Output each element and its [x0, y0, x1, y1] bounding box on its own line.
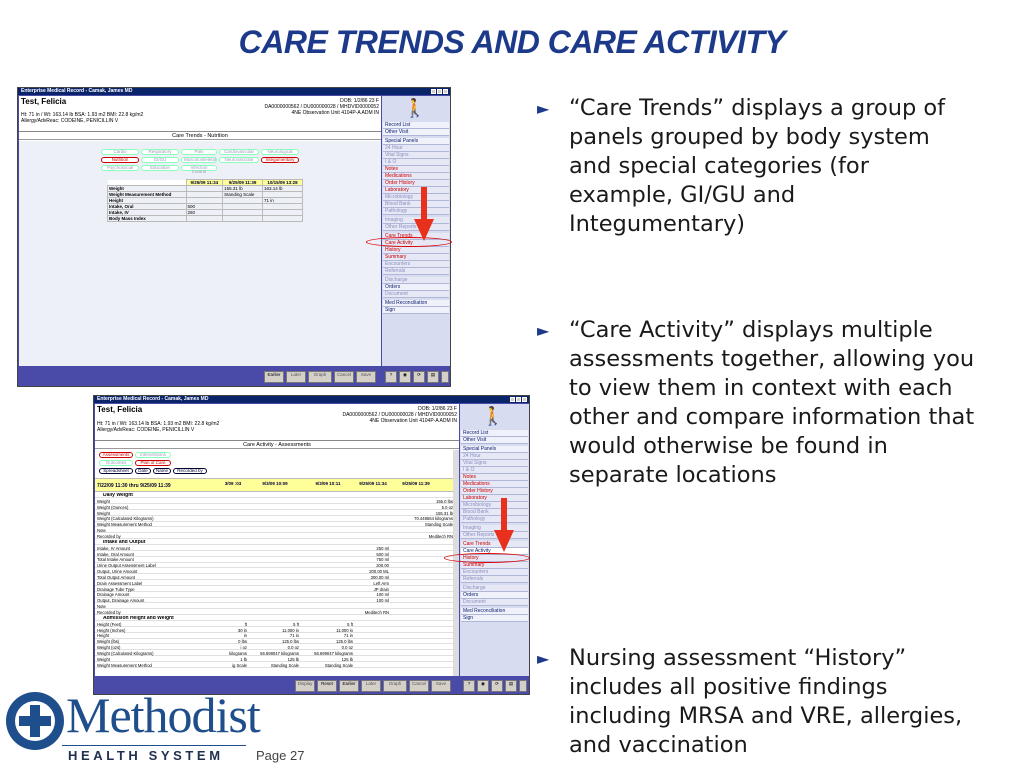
row-label: Weight (Calculated Kilograms) [97, 516, 154, 522]
cell-value: 1 lb [240, 656, 247, 662]
patient-header [95, 404, 459, 441]
cell-value: 5.0 oz [441, 504, 453, 510]
table-row [95, 499, 455, 504]
table-row [95, 610, 455, 615]
nav-imaging[interactable]: Imaging [383, 217, 449, 224]
table-row: Weight Measurement Method Standing Scale [108, 192, 303, 198]
table-row [95, 657, 455, 662]
nav-care-activity[interactable]: Care Activity [383, 240, 449, 247]
tab-cardio[interactable]: Cardio [101, 149, 139, 155]
nav-encounters[interactable]: Encounters [383, 261, 449, 268]
table-row [95, 575, 455, 580]
nav-record-list[interactable]: Record List [461, 430, 528, 437]
bullet-arrow-icon: ► [537, 99, 550, 118]
cell-value: JP drain [373, 586, 389, 592]
title-bar: Enterprise Medical Record - Camak, James MD [94, 396, 529, 403]
unit: 4NE Observation Unit 4104P-A ADM IN [291, 110, 379, 116]
table-row [95, 604, 455, 609]
cell-value: Meditech RN [364, 610, 389, 615]
nav-summary[interactable]: Summary [461, 562, 528, 569]
table-row [95, 516, 455, 521]
nav-order-history[interactable]: Order History [461, 488, 528, 495]
slide-title: CARE TRENDS AND CARE ACTIVITY [238, 24, 786, 60]
table-row: Intake, Oral 500 [108, 204, 303, 210]
cell-value: 100 ml [376, 592, 389, 598]
dob: DOB: 1/2/86 23 F [340, 98, 379, 104]
nav-history[interactable]: History [461, 555, 528, 562]
table-row [95, 557, 455, 562]
tab-infection-control[interactable]: Infection Control [181, 165, 217, 171]
sort-date-button[interactable]: Date [135, 468, 151, 474]
cell-value: 125.0 lbs [282, 639, 299, 645]
cell-value: 56.699047 kilograms [260, 650, 299, 656]
row-label: Height (Feet) [97, 621, 122, 627]
bottom-toolbar [19, 367, 451, 387]
nav-laboratory[interactable]: Laboratory [461, 495, 528, 502]
cell-value: 100 ml [376, 598, 389, 604]
column-header: 9/25/09 11:34 [359, 481, 387, 486]
table-row: Weight 155.31 lb 163.14 lb [108, 186, 303, 192]
view-icon[interactable]: ◉ [399, 371, 411, 383]
column-header-row [95, 478, 455, 492]
display-button[interactable]: Display [295, 680, 315, 692]
nav-laboratory[interactable]: Laboratory [383, 187, 449, 194]
table-row [95, 639, 455, 644]
date-range[interactable]: 7/22/09 11:30 thru 9/25/09 11:39 [97, 483, 171, 489]
nav-microbiology[interactable]: Microbiology [461, 502, 528, 509]
table-row [95, 622, 455, 627]
row-label: Drain Assessment Label [97, 580, 143, 586]
column-header: 9/25/09 11:39 [402, 481, 430, 486]
nav-document[interactable]: Document [461, 599, 528, 606]
cell-value: in [243, 633, 247, 639]
panel-title: Care Trends - Nutrition [19, 133, 381, 140]
bullet-care-activity: ► “Care Activity” displays multiple assessments together, allowing you to view them in context with each other and compare information that would otherwise be found in separate locations [537, 317, 975, 488]
cell-value: 200.00 ML [369, 569, 389, 575]
row-label: Total Intake Amount [97, 557, 134, 563]
account-numbers: DA0000000562 / DU000000028 / MHDVID0000052 [342, 412, 457, 418]
title-bar: Enterprise Medical Record - Camak, James MD [18, 88, 450, 95]
earlier-button[interactable]: Earlier [339, 680, 359, 692]
cancel-button[interactable]: Cancel [334, 371, 354, 383]
row-label: Admission Height and Weight [103, 615, 174, 621]
table-row [95, 592, 455, 597]
cell-value: 5 ft [347, 621, 353, 627]
tab-cardiovascular[interactable]: Cardiovascular [219, 149, 259, 155]
nav-encounters[interactable]: Encounters [461, 569, 528, 576]
bullet-care-trends: ► “Care Trends” displays a group of panels grouped by body system and special categories (for example, GI/GU and Integumentary) [537, 95, 946, 237]
cell-value: Standing Scale [424, 522, 453, 528]
column-header: 3/09 :03 [224, 481, 242, 486]
nav-pathology[interactable]: Pathology [461, 516, 528, 523]
table-row [95, 534, 455, 539]
allergy-line: Allergy/AdvReac: CODEINE, PENICILLIN V [21, 118, 119, 124]
bullet-history: ► Nursing assessment “History” includes all positive findings including MRSA and VRE, allergies, and vaccination [537, 645, 963, 758]
nav-vital-signs[interactable]: Vital Signs [383, 152, 449, 159]
nav-summary[interactable]: Summary [383, 254, 449, 261]
cell-value: 56.699047 kilograms [314, 650, 353, 656]
allergy-line: Allergy/AdvReac: CODEINE, PENICILLIN V [97, 427, 195, 433]
nav-document[interactable]: Document [383, 291, 449, 298]
table-row [95, 511, 455, 516]
tab-interventions[interactable]: Interventions [135, 452, 171, 458]
later-button[interactable]: Later [286, 371, 306, 383]
nav-notes[interactable]: Notes [461, 474, 528, 481]
care-activity-window [93, 395, 530, 695]
row-label: Intake, Oral Amount [97, 551, 135, 557]
tab-pain[interactable]: Pain [181, 149, 217, 155]
red-arrow-icon [494, 498, 514, 552]
tab-plan-of-care[interactable]: Plan of Care [135, 460, 171, 466]
row-label: Drainage Amount [97, 592, 130, 598]
logo-subtitle: HEALTH SYSTEM [68, 748, 224, 763]
nav-imaging[interactable]: Imaging [461, 525, 528, 532]
table-row [95, 552, 455, 557]
methodist-logo [6, 687, 260, 768]
cell-value: i oz [240, 645, 247, 651]
nav-blood-bank[interactable]: Blood Bank [383, 201, 449, 208]
row-label: Note [97, 528, 106, 534]
column-header: 9/3/09 10:09 [262, 481, 288, 486]
vitals-line: Ht: 71 in / Wt: 163.14 lb BSA: 1.93 m2 BMI: 22.8 kg/m2 [21, 112, 144, 118]
red-arrow-icon [414, 187, 434, 241]
minimize-icon[interactable] [510, 397, 515, 402]
cell-value: 30 in [237, 627, 247, 633]
row-label: Weight (lbs) [97, 639, 120, 645]
row-label: Weight [97, 498, 110, 504]
nav-sign[interactable]: Sign [461, 615, 528, 622]
cell-value: 500 ml [376, 551, 389, 557]
tab-nutrition[interactable]: Nutrition [101, 157, 139, 163]
refresh-icon[interactable]: ⟳ [413, 371, 425, 383]
vertical-scrollbar[interactable] [453, 450, 459, 676]
nav-care-trends[interactable]: Care Trends [383, 233, 449, 240]
cell-value: 0 lbs [238, 639, 247, 645]
exit-icon[interactable] [519, 680, 527, 692]
nav-pathology[interactable]: Pathology [383, 208, 449, 215]
unit: 4NE Observation Unit 4104P-A ADM IN [369, 418, 457, 424]
nav-vital-signs[interactable]: Vital Signs [461, 460, 528, 467]
row-label: Height [97, 633, 110, 639]
cell-value: 0.0 oz [287, 645, 299, 651]
table-row: Body Mass Index [108, 216, 303, 222]
row-label: Weight Measurement Method [97, 522, 152, 528]
close-icon[interactable] [443, 89, 448, 94]
view-icon[interactable]: ◉ [477, 680, 489, 692]
nav-other-reports[interactable]: Other Reports [461, 532, 528, 539]
row-label: Weight (ozs) [97, 645, 121, 651]
nav-record-list[interactable]: Record List [383, 122, 449, 129]
table-row [95, 546, 455, 551]
cell-value: 125 lb [341, 656, 353, 662]
person-icon: 🚶 [403, 98, 427, 118]
row-label: Weight (Ounces) [97, 504, 129, 510]
cell-value: Standing Scale [270, 662, 299, 668]
nav-other-visit[interactable]: Other Visit [383, 129, 449, 136]
later-button[interactable]: Later [361, 680, 381, 692]
table-row: Height 71 in [108, 198, 303, 204]
person-icon: 🚶 [481, 406, 505, 426]
section-header[interactable] [95, 540, 455, 545]
tab-gi-gu[interactable]: GI/GU [141, 157, 179, 163]
patient-name: Test, Felicia [21, 97, 67, 106]
table-row [95, 528, 455, 533]
nav-med-reconciliation[interactable]: Med Reconciliation [383, 300, 449, 307]
nav-referrals[interactable]: Referrals [383, 268, 449, 275]
tab-integumentary[interactable]: Integumentary [261, 157, 299, 163]
nav-i-o[interactable]: I & O [383, 159, 449, 166]
table-row [95, 633, 455, 638]
maximize-icon[interactable] [516, 397, 521, 402]
tab-outcomes[interactable]: Outcomes [99, 460, 133, 466]
cell-value: 300.00 ml [370, 574, 389, 580]
save-button[interactable]: Save [431, 680, 451, 692]
nav-discharge[interactable]: Discharge [383, 277, 449, 284]
vitals-line: Ht: 71 in / Wt: 163.14 lb BSA: 1.93 m2 BMI: 22.8 kg/m2 [97, 421, 220, 427]
nav-med-reconciliation[interactable]: Med Reconciliation [461, 608, 528, 615]
cell-value: 125.0 lbs [336, 639, 353, 645]
row-label: Recorded by [97, 533, 121, 539]
nav-referrals[interactable]: Referrals [461, 576, 528, 583]
print-icon[interactable]: ▤ [427, 371, 439, 383]
row-label: Note [97, 604, 106, 610]
table-row: Intake, IV 250 [108, 210, 303, 216]
exit-icon[interactable] [441, 371, 449, 383]
sort-name-button[interactable]: Name [153, 468, 171, 474]
cell-value: 71 in [343, 633, 353, 639]
table-row [95, 569, 455, 574]
minimize-icon[interactable] [431, 89, 436, 94]
table-row [95, 587, 455, 592]
cell-value: 11.000 in [336, 627, 353, 633]
tab-psychosocial[interactable]: Psychosocial [101, 165, 139, 171]
row-label: Weight Measurement Method [97, 662, 152, 668]
logo-mark-icon [6, 692, 64, 750]
column-header: 9/3/09 10:11 [315, 481, 341, 486]
cell-value: ig Scale [232, 662, 247, 668]
nav-24-hour[interactable]: 24 Hour [383, 145, 449, 152]
bullet-arrow-icon: ► [537, 649, 550, 668]
nav-blood-bank[interactable]: Blood Bank [461, 509, 528, 516]
cell-value: 155.31 lb [435, 510, 453, 516]
close-icon[interactable] [522, 397, 527, 402]
highlight-ellipse [366, 237, 452, 247]
assessment-grid [95, 493, 455, 669]
table-row [95, 581, 455, 586]
cell-value: 0.0 oz [341, 645, 353, 651]
tab-education[interactable]: Education [141, 165, 179, 171]
nav-24-hour[interactable]: 24 Hour [461, 453, 528, 460]
spreadsheet-button[interactable]: Spreadsheet [99, 468, 133, 474]
nav-care-trends[interactable]: Care Trends [461, 541, 528, 548]
reset-button[interactable]: Reset [317, 680, 337, 692]
row-label: Weight (Calculated Kilograms) [97, 650, 154, 656]
section-header[interactable] [95, 493, 455, 498]
cancel-button[interactable]: Cancel [409, 680, 429, 692]
nav-sign[interactable]: Sign [383, 307, 449, 314]
graph-button[interactable]: Graph [383, 680, 407, 692]
cell-value: 70.448564 kilograms [414, 516, 453, 522]
row-label: Intake and Output [103, 539, 146, 545]
cell-value: 750 ml [376, 557, 389, 563]
nav-medications[interactable]: Medications [383, 173, 449, 180]
row-label: Weight [97, 656, 110, 662]
help-icon[interactable]: ? [385, 371, 397, 383]
cell-value: 200.00 [376, 563, 389, 569]
nav-discharge[interactable]: Discharge [461, 585, 528, 592]
table-row [95, 522, 455, 527]
table-row [95, 663, 455, 668]
table-row [95, 651, 455, 656]
sort-recorded-by-button[interactable]: Recorded by [173, 468, 207, 474]
row-label: Daily Weight [103, 493, 133, 498]
cell-value: 125 lb [287, 656, 299, 662]
maximize-icon[interactable] [437, 89, 442, 94]
graph-button[interactable]: Graph [308, 371, 332, 383]
nav-microbiology[interactable]: Microbiology [383, 194, 449, 201]
patient-header [19, 96, 381, 132]
cell-value: 11.000 in [282, 627, 299, 633]
cell-value: Left Arm [373, 580, 389, 586]
page-number: Page 27 [256, 748, 305, 763]
tab-musculoskeletal[interactable]: Musculoskeletal [181, 157, 217, 163]
nav-other-visit[interactable]: Other Visit [461, 437, 528, 444]
care-trends-panel [19, 141, 381, 366]
care-activity-panel [95, 450, 459, 676]
nav-notes[interactable]: Notes [383, 166, 449, 173]
tab-respiratory[interactable]: Respiratory [141, 149, 179, 155]
care-trends-table: 9/25/09 11:34 9/25/09 11:39 10/15/09 13:28 Weight 155.31 lb 163.14 lb Weight Measurement Method Standing Scale Height 71 in Intake, Oral 500 Intake, IV 250 Body Mass Index [107, 179, 303, 222]
cell-value: 5 ft [293, 621, 299, 627]
cell-value: Standing Scale [324, 662, 353, 668]
nav-special-panels[interactable]: Special Panels [461, 446, 528, 453]
cell-value: 250 ml [376, 545, 389, 551]
section-header[interactable] [95, 616, 455, 621]
row-label: Output, Drainage Amount [97, 598, 145, 604]
panel-title: Care Activity - Assessments [95, 442, 459, 449]
row-label: Height (Inches) [97, 627, 126, 633]
nav-special-panels[interactable]: Special Panels [383, 138, 449, 145]
nav-order-history[interactable]: Order History [383, 180, 449, 187]
refresh-icon[interactable]: ⟳ [491, 680, 503, 692]
tab-neurovascular[interactable]: Neurovascular [219, 157, 259, 163]
table-row [95, 505, 455, 510]
row-label: Urine Output Assessment Label [97, 563, 156, 569]
earlier-button[interactable]: Earlier [264, 371, 284, 383]
nav-other-reports[interactable]: Other Reports [383, 224, 449, 231]
logo-name: Methodist [66, 687, 260, 743]
tab-neurological[interactable]: Neurological [261, 149, 299, 155]
help-icon[interactable]: ? [463, 680, 475, 692]
table-row [95, 628, 455, 633]
cell-value: Meditech RN [428, 533, 453, 539]
table-row [95, 645, 455, 650]
print-icon[interactable]: ▤ [505, 680, 517, 692]
table-row [95, 563, 455, 568]
table-row [95, 598, 455, 603]
nav-care-activity[interactable]: Care Activity [461, 548, 528, 555]
nav-i-o[interactable]: I & O [461, 467, 528, 474]
dob: DOB: 1/2/86 23 F [418, 406, 457, 412]
nav-medications[interactable]: Medications [461, 481, 528, 488]
cell-value: 155.0 lbs [436, 498, 453, 504]
row-label: Intake, IV Amount [97, 545, 131, 551]
bullet-arrow-icon: ► [537, 321, 550, 340]
cell-value: 71 in [289, 633, 299, 639]
patient-name: Test, Felicia [97, 405, 143, 414]
cell-value: kilograms [229, 650, 247, 656]
tab-assessments[interactable]: Assessments [99, 452, 133, 458]
account-numbers: DA0000000562 / DU000000028 / MHDVID0000052 [264, 104, 379, 110]
save-button[interactable]: Save [356, 371, 376, 383]
row-label: Total Output Amount [97, 574, 135, 580]
highlight-ellipse [444, 553, 530, 563]
row-label: Weight [97, 510, 110, 516]
row-label: Recorded by [97, 610, 121, 615]
cell-value: ft [244, 621, 247, 627]
nav-orders[interactable]: Orders [383, 284, 449, 291]
nav-orders[interactable]: Orders [461, 592, 528, 599]
row-label: Output, Urine Amount [97, 569, 138, 575]
row-label: Drainage Tube Type [97, 586, 135, 592]
nav-history[interactable]: History [383, 247, 449, 254]
